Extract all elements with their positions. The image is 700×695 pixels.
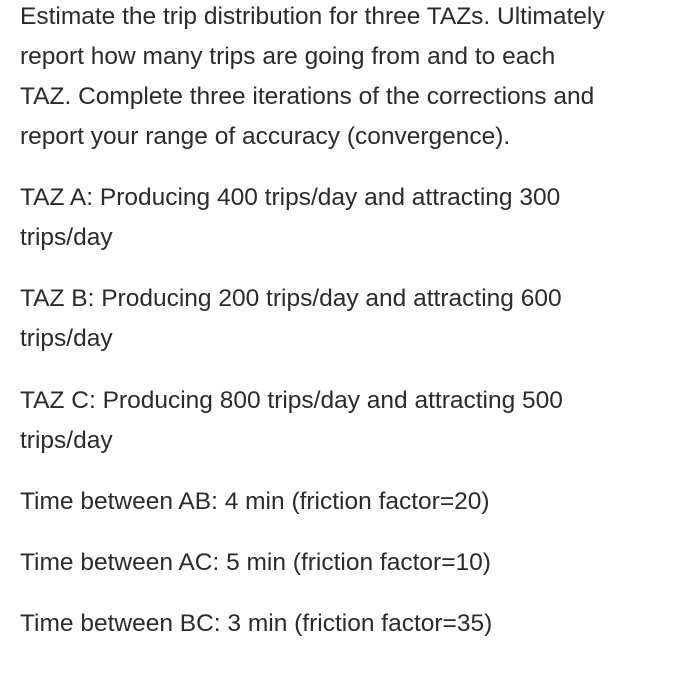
taz-a-paragraph	[20, 178, 560, 258]
taz-line: TAZ B: Producing 200 trips/day and attracting 600	[20, 285, 562, 312]
taz-c-paragraph	[20, 381, 563, 461]
time-bc-paragraph	[20, 604, 492, 644]
taz-line: trips/day	[20, 427, 113, 454]
taz-line: trips/day	[20, 325, 113, 352]
taz-line: TAZ A: Producing 400 trips/day and attracting 300	[20, 184, 561, 211]
intro-line: report how many trips are going from and to each	[20, 43, 556, 70]
time-line: Time between BC: 3 min (friction factor=35)	[20, 610, 493, 637]
time-ab-paragraph	[20, 482, 490, 522]
taz-line: trips/day	[20, 224, 113, 251]
time-ac-paragraph	[20, 543, 491, 583]
time-line: Time between AB: 4 min (friction factor=20)	[20, 488, 490, 515]
intro-line: Estimate the trip distribution for three TAZs. Ultimately	[20, 3, 605, 30]
intro-line: report your range of accuracy (convergence).	[20, 123, 511, 150]
intro-line: TAZ. Complete three iterations of the corrections and	[20, 83, 595, 110]
taz-b-paragraph	[20, 279, 562, 359]
intro-paragraph	[20, 0, 605, 157]
taz-line: TAZ C: Producing 800 trips/day and attracting 500	[20, 387, 563, 414]
time-line: Time between AC: 5 min (friction factor=10)	[20, 549, 491, 576]
